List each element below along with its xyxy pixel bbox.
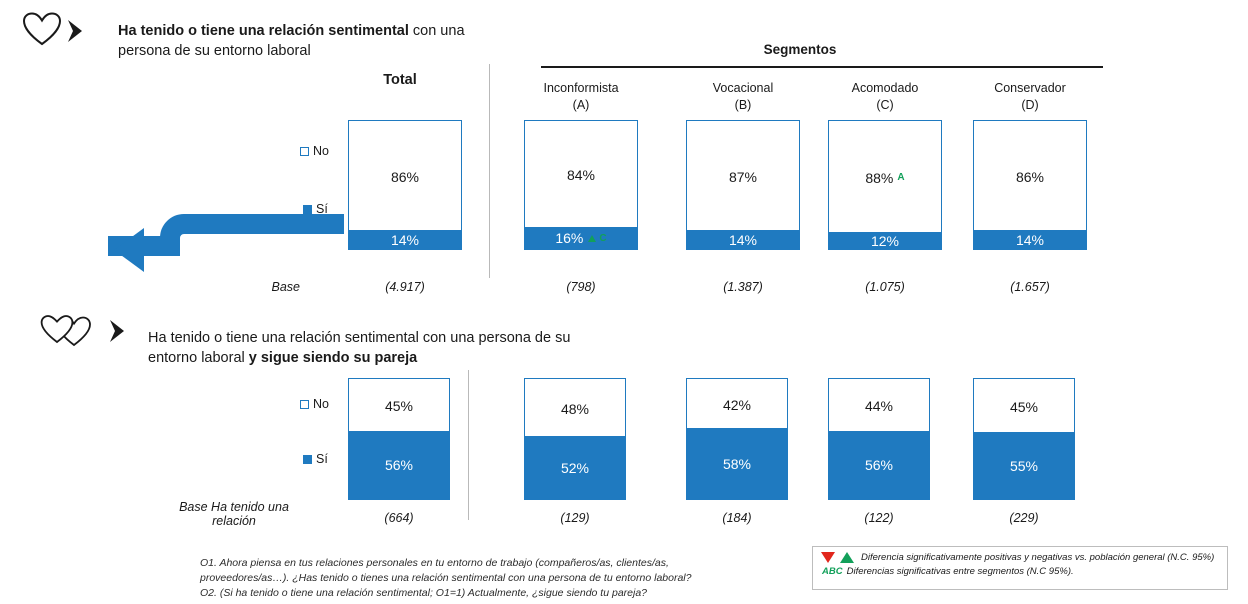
segment-code: (B) xyxy=(734,97,752,112)
value-no: 88% xyxy=(865,169,894,186)
segment-header-inconformista xyxy=(506,80,656,114)
segmentos-rule xyxy=(541,66,1103,68)
heart-icon xyxy=(22,12,62,46)
legend-line-2: Diferencias significativas entre segmentos (N.C 95%). xyxy=(846,566,1074,577)
legend-si-swatch-2 xyxy=(303,455,312,464)
footnote xyxy=(200,556,800,602)
bar-vocacional-block2[interactable] xyxy=(686,378,788,500)
block1-title-rest: con una persona de su entorno laboral xyxy=(118,23,465,59)
value-no: 45% xyxy=(1009,398,1039,415)
bar-vocacional-block1[interactable] xyxy=(686,120,800,250)
value-si: 56% xyxy=(864,457,894,473)
bar-conservador-block1[interactable] xyxy=(973,120,1087,250)
bar-inconformista-block2[interactable] xyxy=(524,378,626,500)
legend-no-label: No xyxy=(313,144,329,158)
triangle-down-icon xyxy=(821,552,835,563)
block2-title-plain: Ha tenido o tiene una relación sentimental con una persona de su entorno laboral xyxy=(148,330,571,367)
block2-title-bold: y sigue siendo su pareja xyxy=(248,350,418,367)
big-curved-arrow-icon xyxy=(108,214,348,283)
segment-name: Vocacional xyxy=(712,81,774,95)
bar-conservador-block2[interactable] xyxy=(973,378,1075,500)
segment-code: (A) xyxy=(572,97,590,112)
footnote-line-2: proveedores/as…). ¿Has tenido o tienes una relación sentimental con una persona de tu entorno laboral? xyxy=(200,572,692,585)
bar-acomodado-block1[interactable] xyxy=(828,120,942,250)
legend-no-block2 xyxy=(300,397,329,411)
footnote-line-1: O1. Ahora piensa en tus relaciones personales en tu entorno de trabajo (compañeros/as, clientes/as, xyxy=(200,557,669,569)
base-total-block1: (4.917) xyxy=(385,280,425,294)
legend-no-swatch xyxy=(300,147,309,156)
base-vocacional-block2: (184) xyxy=(722,511,752,525)
base-inconformista-block2: (129) xyxy=(560,511,590,525)
bar-inconformista-block1[interactable] xyxy=(524,120,638,250)
legend-no-swatch-2 xyxy=(300,400,309,409)
sig-up-triangle-icon xyxy=(588,235,596,242)
arrow-bullet-icon-2 xyxy=(106,318,132,349)
value-si: 14% xyxy=(1015,231,1045,248)
segment-name: Acomodado xyxy=(851,81,919,95)
divider-vertical-bottom xyxy=(468,370,469,520)
base-acomodado-block2: (122) xyxy=(864,511,894,525)
block1-title-bold: Ha tenido o tiene una relación sentimental xyxy=(118,23,409,39)
legend-no-label-2: No xyxy=(313,397,329,411)
legend-no-block1 xyxy=(300,144,329,158)
value-no: 48% xyxy=(560,400,590,417)
legend-si-label-2: Sí xyxy=(316,452,328,466)
value-no: 87% xyxy=(728,168,758,185)
legend-si-label: Sí xyxy=(316,202,328,216)
block2-title xyxy=(148,328,618,369)
base-label-block1: Base xyxy=(271,280,300,294)
base-conservador-block2: (229) xyxy=(1009,511,1039,525)
footnote-line-3: O2. (Si ha tenido o tiene una relación sentimental; O1=1) Actualmente, ¿sigue siendo tu pareja? xyxy=(200,587,648,600)
block1-title xyxy=(118,22,518,61)
base-acomodado-block1: (1.075) xyxy=(865,280,905,294)
value-si: 16% xyxy=(555,230,584,246)
bar-total-block2[interactable] xyxy=(348,378,450,500)
significance-legend-box xyxy=(812,546,1228,590)
divider-vertical-top xyxy=(489,64,490,278)
value-si: 56% xyxy=(384,457,414,473)
value-si: 14% xyxy=(390,231,420,248)
bar-total-block1[interactable] xyxy=(348,120,462,250)
segment-code: (C) xyxy=(876,97,894,112)
value-si: 58% xyxy=(722,455,752,472)
value-no: 45% xyxy=(384,398,414,414)
sig-letter: C xyxy=(599,232,607,244)
legend-si-swatch xyxy=(303,205,312,214)
sig-letter: A xyxy=(897,172,905,183)
segment-name: Inconformista xyxy=(543,81,619,95)
double-heart-icon xyxy=(40,312,98,348)
base-label-block2: Base Ha tenido una relación xyxy=(179,500,289,528)
value-si: 55% xyxy=(1009,457,1039,474)
legend-si-block2 xyxy=(303,452,328,466)
value-no: 86% xyxy=(1015,168,1045,185)
segment-header-vocacional xyxy=(668,80,818,114)
value-si: 52% xyxy=(560,459,590,476)
legend-line-1: Diferencia significativamente positivas y negativas vs. población general (N.C. 95%) xyxy=(861,552,1215,563)
base-total-block2: (664) xyxy=(384,511,414,525)
triangle-up-icon xyxy=(840,552,854,563)
segment-header-acomodado xyxy=(810,80,960,114)
segment-name: Conservador xyxy=(994,81,1066,95)
arrow-bullet-icon xyxy=(64,18,90,49)
value-no: 86% xyxy=(390,168,420,185)
value-no: 44% xyxy=(864,398,894,414)
segment-header-conservador xyxy=(955,80,1105,114)
value-no: 42% xyxy=(722,396,752,413)
segment-code: (D) xyxy=(1021,97,1039,112)
value-si: 14% xyxy=(728,231,758,248)
base-conservador-block1: (1.657) xyxy=(1010,280,1050,294)
bar-acomodado-block2[interactable] xyxy=(828,378,930,500)
base-inconformista-block1: (798) xyxy=(566,280,596,294)
total-header: Total xyxy=(383,72,417,88)
legend-abc: ABC xyxy=(822,566,843,577)
segmentos-header: Segmentos xyxy=(763,42,837,57)
value-no: 84% xyxy=(566,167,596,183)
base-vocacional-block1: (1.387) xyxy=(723,280,763,294)
value-si: 12% xyxy=(870,232,900,249)
